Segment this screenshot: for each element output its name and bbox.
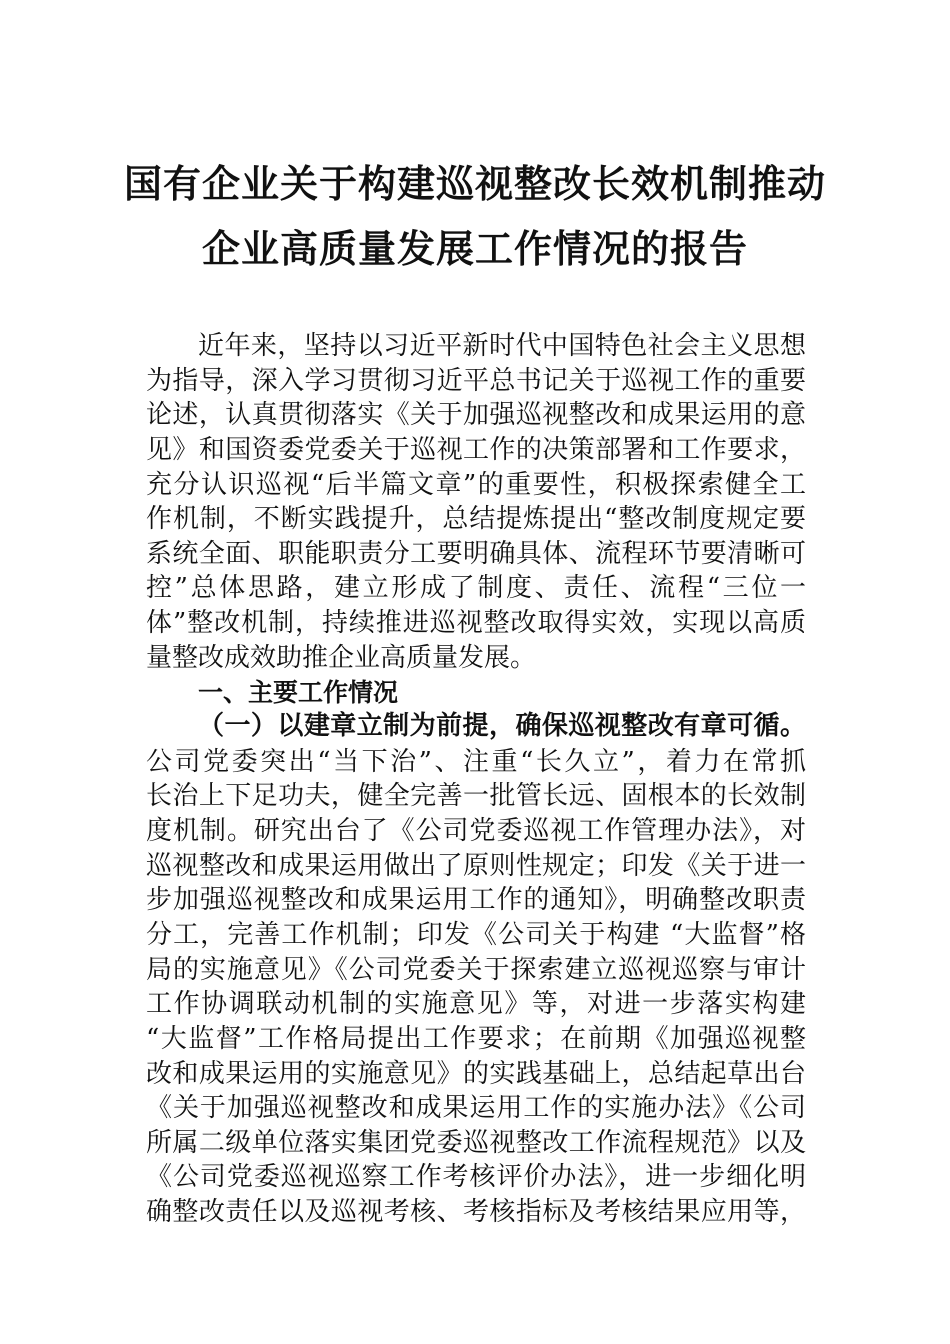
section-paragraph-line: 长治上下足功夫，健全完善一批管长远、固根本的长效制 [146,781,806,811]
intro-paragraph-line: 近年来，坚持以习近平新时代中国特色社会主义思想 [198,331,806,361]
intro-paragraph-line: 控”总体思路，建立形成了制度、责任、流程“三位一 [146,573,806,603]
document-title-line-1: 国有企业关于构建巡视整改长效机制推动 [123,161,826,206]
subsection-heading: （一）以建章立制为前提，确保巡视整改有章可循。 [198,711,806,741]
section-paragraph-line: 改和成果运用的实施意见》的实践基础上，总结起草出台 [146,1059,806,1089]
section-paragraph-line: 巡视整改和成果运用做出了原则性规定；印发《关于进一 [146,851,806,881]
section-heading: 一、主要工作情况 [198,678,399,707]
section-paragraph-line: 工作协调联动机制的实施意见》等，对进一步落实构建 [146,989,806,1019]
intro-paragraph-line: 论述，认真贯彻落实《关于加强巡视整改和成果运用的意 [146,400,806,430]
section-paragraph-line: 步加强巡视整改和成果运用工作的通知》，明确整改职责 [146,885,806,915]
section-paragraph-line: 局的实施意见》《公司党委关于探索建立巡视巡察与审计 [146,955,806,985]
section-paragraph-line: 《公司党委巡视巡察工作考核评价办法》，进一步细化明 [146,1162,806,1192]
section-paragraph-line: “大监督”工作格局提出工作要求；在前期《加强巡视整 [146,1024,806,1054]
intro-paragraph-line: 体”整改机制，持续推进巡视整改取得实效，实现以高质 [146,608,806,638]
section-paragraph-line: 公司党委突出“当下治”、注重“长久立”，着力在常抓 [146,747,806,777]
intro-paragraph-line: 见》和国资委党委关于巡视工作的决策部署和工作要求， [146,435,806,465]
section-paragraph-line: 度机制。研究出台了《公司党委巡视工作管理办法》，对 [146,816,806,846]
section-paragraph-line: 《关于加强巡视整改和成果运用工作的实施办法》《公司 [146,1093,806,1123]
intro-paragraph-line: 充分认识巡视“后半篇文章”的重要性，积极探索健全工 [146,470,806,500]
section-paragraph-line: 所属二级单位落实集团党委巡视整改工作流程规范》以及 [146,1128,806,1158]
intro-paragraph-line: 量整改成效助推企业高质量发展。 [146,643,537,673]
intro-paragraph-line: 系统全面、职能职责分工要明确具体、流程环节要清晰可 [146,539,806,569]
section-paragraph-line: 分工，完善工作机制；印发《公司关于构建 “大监督”格 [146,920,806,950]
section-paragraph-line: 确整改责任以及巡视考核、考核指标及考核结果应用等， [146,1197,806,1227]
document-title-line-2: 企业高质量发展工作情况的报告 [201,226,748,271]
intro-paragraph-line: 作机制，不断实践提升，总结提炼提出“整改制度规定要 [146,504,806,534]
intro-paragraph-line: 为指导，深入学习贯彻习近平总书记关于巡视工作的重要 [146,366,806,396]
